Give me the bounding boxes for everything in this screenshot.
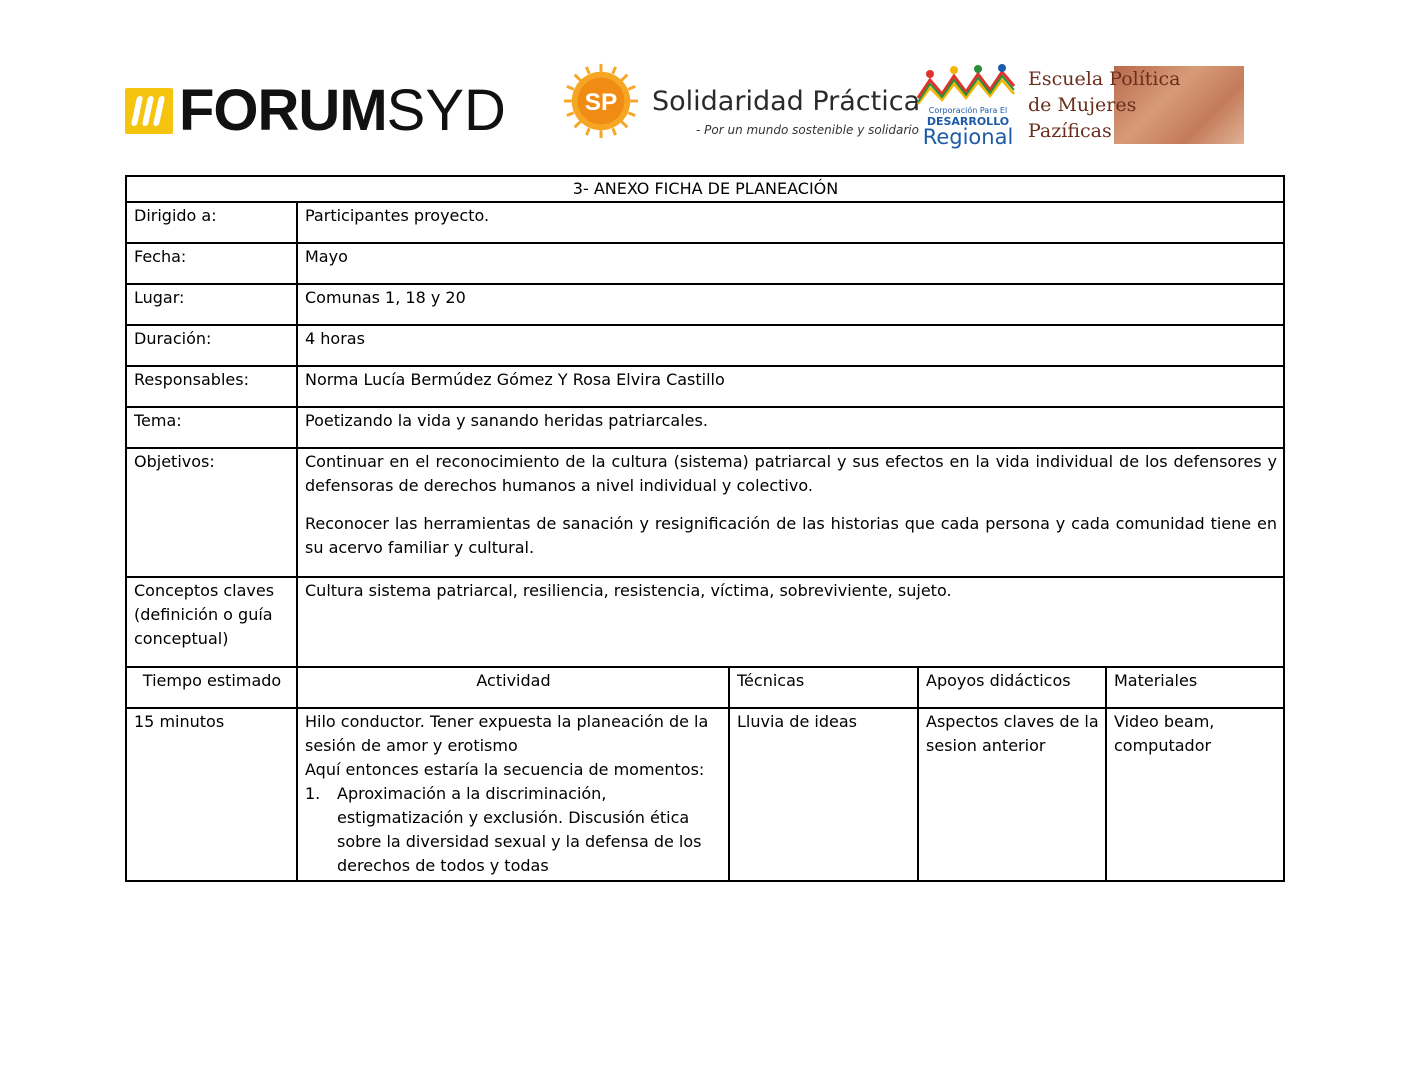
activity-row [126, 708, 1284, 881]
objetivo-2: Reconocer las herramientas de sanación y resignificación de las historias que cada persona y cada comunidad tiene en su acervo familiar y cultural. [305, 514, 1278, 557]
cell-actividad [297, 708, 729, 881]
row-responsables [126, 366, 1284, 407]
title-row [126, 176, 1284, 202]
cell-apoyos: Aspectos claves de la sesion anterior [918, 708, 1106, 881]
header-tiempo: Tiempo estimado [126, 667, 297, 708]
actividad-seq: Aquí entonces estaría la secuencia de momentos: [305, 760, 705, 779]
value-fecha: Mayo [297, 243, 1284, 284]
value-duracion: 4 horas [297, 325, 1284, 366]
activity-header-row [126, 667, 1284, 708]
solidaridad-practica-logo [562, 62, 921, 146]
header-actividad: Actividad [297, 667, 729, 708]
actividad-intro: Hilo conductor. Tener expuesta la planeación de la sesión de amor y erotismo [305, 712, 709, 755]
list-item [305, 782, 722, 878]
moments-list [305, 782, 722, 878]
label-responsables: Responsables: [126, 366, 297, 407]
row-fecha [126, 243, 1284, 284]
sp-badge: SP [584, 88, 618, 116]
sun-icon [562, 62, 640, 140]
row-tema [126, 407, 1284, 448]
forumsyd-wordmark: FORUMSYD [179, 78, 506, 143]
corporacion-desarrollo-logo [914, 64, 1020, 152]
label-fecha: Fecha: [126, 243, 297, 284]
value-responsables: Norma Lucía Bermúdez Gómez Y Rosa Elvira Castillo [297, 366, 1284, 407]
label-lugar: Lugar: [126, 284, 297, 325]
people-chain-icon [914, 64, 1020, 106]
value-tema: Poetizando la vida y sanando heridas patriarcales. [297, 407, 1284, 448]
label-duracion: Duración: [126, 325, 297, 366]
header-tecnicas: Técnicas [729, 667, 918, 708]
value-dirigido: Participantes proyecto. [297, 202, 1284, 243]
cell-tecnicas: Lluvia de ideas [729, 708, 918, 881]
value-objetivos [297, 448, 1284, 577]
list-item-text: Aproximación a la discriminación, estigmatización y exclusión. Discusión ética sobre la diversidad sexual y la defensa de los derechos de todos y todas [337, 784, 702, 875]
table-title: 3- ANEXO FICHA DE PLANEACIÓN [126, 176, 1284, 202]
value-conceptos: Cultura sistema patriarcal, resiliencia, resistencia, víctima, sobreviviente, sujeto. [297, 577, 1284, 667]
cell-materiales: Video beam, computador [1106, 708, 1284, 881]
escuela-name: Escuela Política de Mujeres Pazíficas [1028, 68, 1181, 142]
solidaridad-tagline: - Por un mundo sostenible y solidario [696, 123, 919, 137]
label-objetivos: Objetivos: [126, 448, 297, 577]
solidaridad-name: Solidaridad Práctica [652, 86, 921, 117]
label-conceptos: Conceptos claves (definición o guía conceptual) [126, 577, 297, 667]
row-duracion [126, 325, 1284, 366]
cell-tiempo: 15 minutos [126, 708, 297, 881]
label-dirigido: Dirigido a: [126, 202, 297, 243]
row-objetivos [126, 448, 1284, 577]
corporacion-line3: Regional [922, 125, 1014, 149]
objetivo-1: Continuar en el reconocimiento de la cultura (sistema) patriarcal y sus efectos en la vida individual de los defensores y defensoras de derechos humanos a nivel individual y colectivo. [305, 452, 1278, 495]
header-materiales: Materiales [1106, 667, 1284, 708]
planning-sheet-table [125, 175, 1285, 882]
row-conceptos [126, 577, 1284, 667]
row-dirigido [126, 202, 1284, 243]
logo-banner [0, 0, 1408, 160]
list-item-number: 1. [305, 784, 321, 803]
escuela-mujeres-logo [1028, 66, 1244, 144]
label-tema: Tema: [126, 407, 297, 448]
value-lugar: Comunas 1, 18 y 20 [297, 284, 1284, 325]
corporacion-line1: Corporación Para El [928, 106, 1008, 115]
header-apoyos: Apoyos didácticos [918, 667, 1106, 708]
row-lugar [126, 284, 1284, 325]
corporacion-line2: DESARROLLO [926, 115, 1010, 128]
forumsyd-mark-icon [125, 88, 173, 134]
